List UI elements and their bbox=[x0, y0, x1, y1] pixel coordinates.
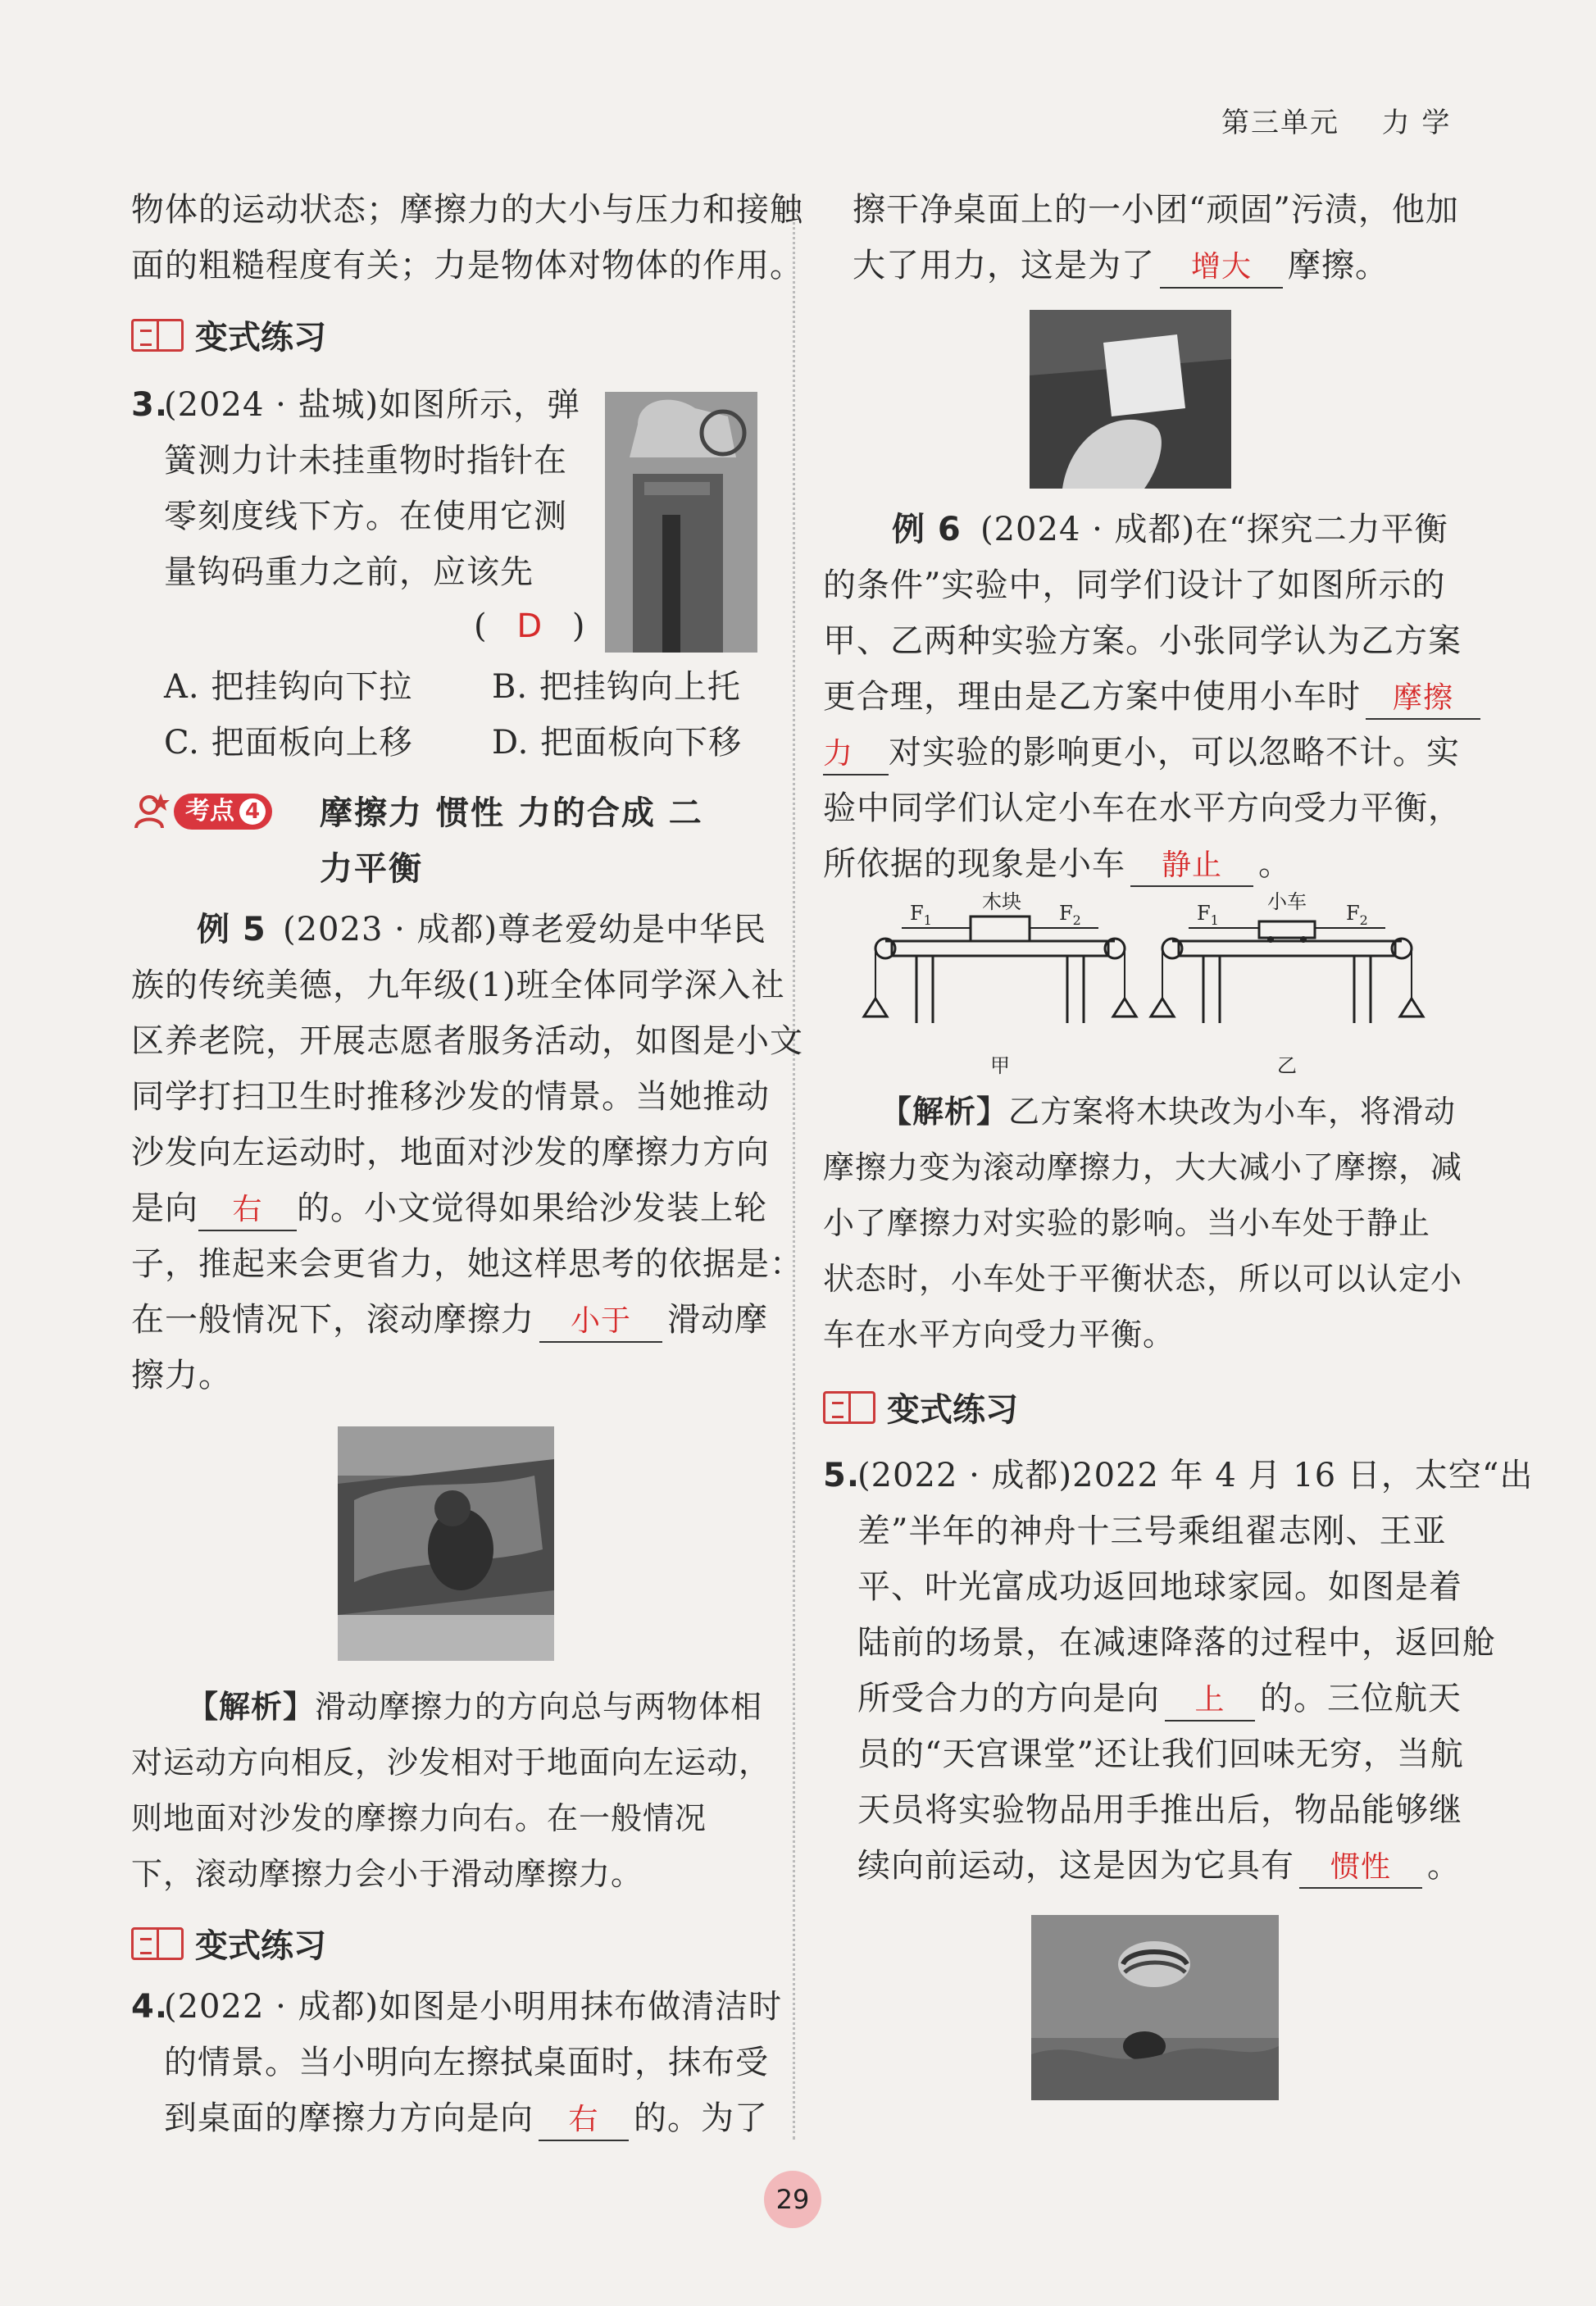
yi-caption: 乙 bbox=[1277, 1054, 1297, 1077]
analysis6-line-1 bbox=[880, 1089, 1456, 1135]
ex5-answer-1: 右 bbox=[198, 1190, 297, 1231]
ex6-answer-1a: 摩擦 bbox=[1366, 679, 1480, 720]
exercise-book-icon bbox=[823, 1391, 875, 1424]
subject-label: 力 学 bbox=[1381, 107, 1452, 139]
q5-line-4: 陆前的场景，在减速降落的过程中，返回舱 bbox=[857, 1624, 1496, 1662]
q4-number: 4. bbox=[131, 1988, 169, 2026]
analysis6-label: 【解析】 bbox=[880, 1094, 1009, 1130]
setup-yi bbox=[1151, 890, 1423, 1077]
balance-setup-diagram bbox=[869, 890, 1426, 1089]
analysis5-text-1: 滑动摩擦力的方向总与两物体相 bbox=[315, 1689, 763, 1725]
page-number-badge bbox=[764, 2171, 821, 2228]
yi-f2-label: $F_2$ bbox=[1346, 902, 1368, 928]
cleaning-image bbox=[1030, 310, 1231, 489]
q5-answer-2: 惯性 bbox=[1299, 1848, 1422, 1889]
jia-f1-label: $F_1$ bbox=[910, 902, 932, 928]
ex5-line-9: 擦力。 bbox=[131, 1357, 232, 1394]
ex5-line-7: 子，推起来会更省力，她这样思考的依据是： bbox=[131, 1245, 803, 1283]
jia-caption: 甲 bbox=[990, 1054, 1010, 1077]
q5-line-8b: 。 bbox=[1427, 1847, 1461, 1885]
q5-answer-1: 上 bbox=[1165, 1681, 1255, 1722]
exercise-book-icon bbox=[131, 319, 184, 352]
kaodian-title-2: 力平衡 bbox=[320, 850, 423, 888]
ex5-label: 例 5 bbox=[197, 911, 266, 948]
ex6-answer-1b: 力 bbox=[823, 735, 889, 775]
ex6-line-7 bbox=[823, 841, 1292, 887]
ex6-line-4a: 更合理，理由是乙方案中使用小车时 bbox=[823, 678, 1361, 716]
q5-line-6: 员的“天宫课堂”还让我们回味无穷，当航 bbox=[857, 1735, 1464, 1773]
q5-line-7: 天员将实验物品用手推出后，物品能够继 bbox=[857, 1791, 1462, 1829]
q3-option-d: D. 把面板向下移 bbox=[492, 724, 743, 762]
q3-line-4: 量钩码重力之前，应该先 bbox=[164, 553, 534, 591]
jia-block-label: 木块 bbox=[982, 890, 1021, 913]
yi-f1-label: $F_1$ bbox=[1197, 902, 1219, 928]
column-divider bbox=[793, 197, 795, 2140]
ex5-line-4: 同学打扫卫生时推移沙发的情景。当她推动 bbox=[131, 1078, 770, 1116]
ex6-label: 例 6 bbox=[892, 511, 962, 548]
unit-label: 第三单元 bbox=[1221, 107, 1339, 139]
q5-line-3: 平、叶光富成功返回地球家园。如图是着 bbox=[857, 1568, 1462, 1606]
sofa-image bbox=[338, 1426, 554, 1661]
q3-line-1: (2024 · 盐城)如图所示，弹 bbox=[164, 386, 581, 424]
q5-line-8a: 续向前运动，这是因为它具有 bbox=[857, 1847, 1294, 1885]
q4-cont-line-2b: 摩擦。 bbox=[1288, 247, 1389, 284]
ex5-line-8 bbox=[131, 1297, 768, 1343]
q3-option-a: A. 把挂钩向下拉 bbox=[164, 668, 413, 706]
intro-line-1: 物体的运动状态；摩擦力的大小与压力和接触 bbox=[131, 191, 803, 229]
cleaning-table-photo bbox=[1030, 310, 1231, 489]
person-star-icon bbox=[131, 792, 171, 831]
q4-cont-line-2a: 大了用力，这是为了 bbox=[853, 247, 1155, 284]
analysis5-label: 【解析】 bbox=[187, 1689, 316, 1725]
q4-answer-1: 右 bbox=[539, 2100, 629, 2141]
variant-label: 变式练习 bbox=[195, 319, 326, 357]
yi-block-label: 小车 bbox=[1267, 890, 1307, 913]
q3-option-b: B. 把挂钩向上托 bbox=[492, 668, 741, 706]
analysis5-line-2: 对运动方向相反，沙发相对于地面向左运动， bbox=[131, 1744, 771, 1781]
kaodian-badge bbox=[174, 794, 272, 830]
ex6-line-5b: 对实验的影响更小，可以忽略不计。实 bbox=[889, 734, 1460, 771]
balance-diagram bbox=[869, 890, 1426, 1089]
q5-number: 5. bbox=[823, 1457, 861, 1494]
ex5-line-3: 区养老院，开展志愿者服务活动，如图是小文 bbox=[131, 1022, 803, 1060]
ex5-line-8a: 在一般情况下，滚动摩擦力 bbox=[131, 1301, 534, 1339]
variant-heading-1 bbox=[131, 312, 326, 358]
analysis5-line-4: 下，滚动摩擦力会小于滑动摩擦力。 bbox=[131, 1856, 643, 1892]
variant-heading-2 bbox=[131, 1920, 326, 1967]
capsule-image bbox=[1031, 1915, 1279, 2100]
analysis6-line-2: 摩擦力变为滚动摩擦力，大大减小了摩擦，减 bbox=[823, 1149, 1463, 1185]
analysis5-line-1 bbox=[187, 1684, 762, 1730]
ex5-answer-2: 小于 bbox=[539, 1302, 662, 1343]
q5-line-8 bbox=[857, 1843, 1461, 1889]
paren-open: ( bbox=[474, 607, 488, 645]
spring-scale-image bbox=[605, 392, 757, 653]
q5-line-5 bbox=[857, 1676, 1462, 1722]
sofa-pushing-photo bbox=[338, 1426, 554, 1661]
spring-scale-photo bbox=[605, 392, 757, 653]
ex5-line-8b: 滑动摩 bbox=[667, 1301, 768, 1339]
kaodian-number: 4 bbox=[239, 798, 266, 825]
q3-number: 3. bbox=[131, 386, 169, 424]
ex5-line-2: 族的传统美德，九年级(1)班全体同学深入社 bbox=[131, 967, 785, 1004]
q3-line-3: 零刻度线下方。在使用它测 bbox=[164, 498, 567, 535]
q5-line-5a: 所受合力的方向是向 bbox=[857, 1680, 1160, 1717]
exercise-book-icon bbox=[131, 1927, 184, 1960]
ex6-answer-2: 静止 bbox=[1130, 846, 1253, 887]
q4-line-1: (2022 · 成都)如图是小明用抹布做清洁时 bbox=[164, 1988, 783, 2026]
intro-line-2: 面的粗糙程度有关；力是物体对物体的作用。 bbox=[131, 247, 803, 284]
kaodian-label: 考点 bbox=[185, 797, 234, 826]
q3-answer-bracket bbox=[474, 603, 585, 649]
q3-answer: D bbox=[516, 607, 543, 645]
q4-cont-line-1: 擦干净桌面上的一小团“顽固”污渍，他加 bbox=[853, 191, 1459, 229]
analysis5-line-3: 则地面对沙发的摩擦力向右。在一般情况 bbox=[131, 1800, 707, 1836]
q4-line-3 bbox=[164, 2095, 768, 2141]
q4-line-3b: 的。为了 bbox=[634, 2099, 768, 2137]
ex6-line-5 bbox=[823, 730, 1460, 775]
q4-answer-2: 增大 bbox=[1160, 248, 1283, 289]
ex5-line-1: (2023 · 成都)尊老爱幼是中华民 bbox=[283, 911, 767, 948]
ex6-line-3: 甲、乙两种实验方案。小张同学认为乙方案 bbox=[823, 622, 1462, 660]
analysis6-text-1: 乙方案将木块改为小车，将滑动 bbox=[1008, 1094, 1457, 1130]
variant-label: 变式练习 bbox=[887, 1391, 1018, 1429]
q4-line-2: 的情景。当小明向左擦拭桌面时，抹布受 bbox=[164, 2044, 769, 2081]
ex6-line-4 bbox=[823, 674, 1480, 720]
analysis6-line-3: 小了摩擦力对实验的影响。当小车处于静止 bbox=[823, 1205, 1431, 1241]
q3-line-2: 簧测力计未挂重物时指针在 bbox=[164, 442, 567, 480]
q3-option-c: C. 把面板向上移 bbox=[164, 724, 413, 762]
analysis6-line-4: 状态时，小车处于平衡状态，所以可以认定小 bbox=[823, 1261, 1463, 1297]
q5-line-2: 差”半年的神舟十三号乘组翟志刚、王亚 bbox=[857, 1512, 1447, 1550]
kaodian-title-1: 摩擦力 惯性 力的合成 二 bbox=[320, 794, 703, 832]
q4-cont-line-2 bbox=[853, 243, 1389, 289]
page-number: 29 bbox=[775, 2184, 810, 2215]
jia-f2-label: $F_2$ bbox=[1059, 902, 1081, 928]
analysis6-line-5: 车在水平方向受力平衡。 bbox=[823, 1317, 1175, 1353]
setup-jia bbox=[864, 890, 1136, 1077]
ex6-line-1: (2024 · 成都)在“探究二力平衡 bbox=[980, 511, 1448, 548]
return-capsule-photo bbox=[1031, 1915, 1279, 2100]
ex5-line-6 bbox=[131, 1185, 767, 1231]
variant-heading-3 bbox=[823, 1384, 1018, 1430]
q5-line-5b: 的。三位航天 bbox=[1260, 1680, 1462, 1717]
ex6-line-7b: 。 bbox=[1258, 845, 1292, 883]
q4-line-3a: 到桌面的摩擦力方向是向 bbox=[164, 2099, 534, 2137]
variant-label: 变式练习 bbox=[195, 1927, 326, 1965]
ex6-line-2: 的条件”实验中，同学们设计了如图所示的 bbox=[823, 566, 1446, 604]
ex5-line-6a: 是向 bbox=[131, 1189, 198, 1227]
paren-close: ) bbox=[571, 607, 586, 645]
ex5-line-6b: 的。小文觉得如果给沙发装上轮 bbox=[297, 1189, 767, 1227]
q5-line-1: (2022 · 成都)2022 年 4 月 16 日，太空“出 bbox=[857, 1457, 1534, 1494]
ex6-line-7a: 所依据的现象是小车 bbox=[823, 845, 1125, 883]
page-header bbox=[1221, 100, 1451, 140]
ex6-line-6: 验中同学们认定小车在水平方向受力平衡， bbox=[823, 789, 1462, 827]
ex5-line-5: 沙发向左运动时，地面对沙发的摩擦力方向 bbox=[131, 1134, 770, 1171]
